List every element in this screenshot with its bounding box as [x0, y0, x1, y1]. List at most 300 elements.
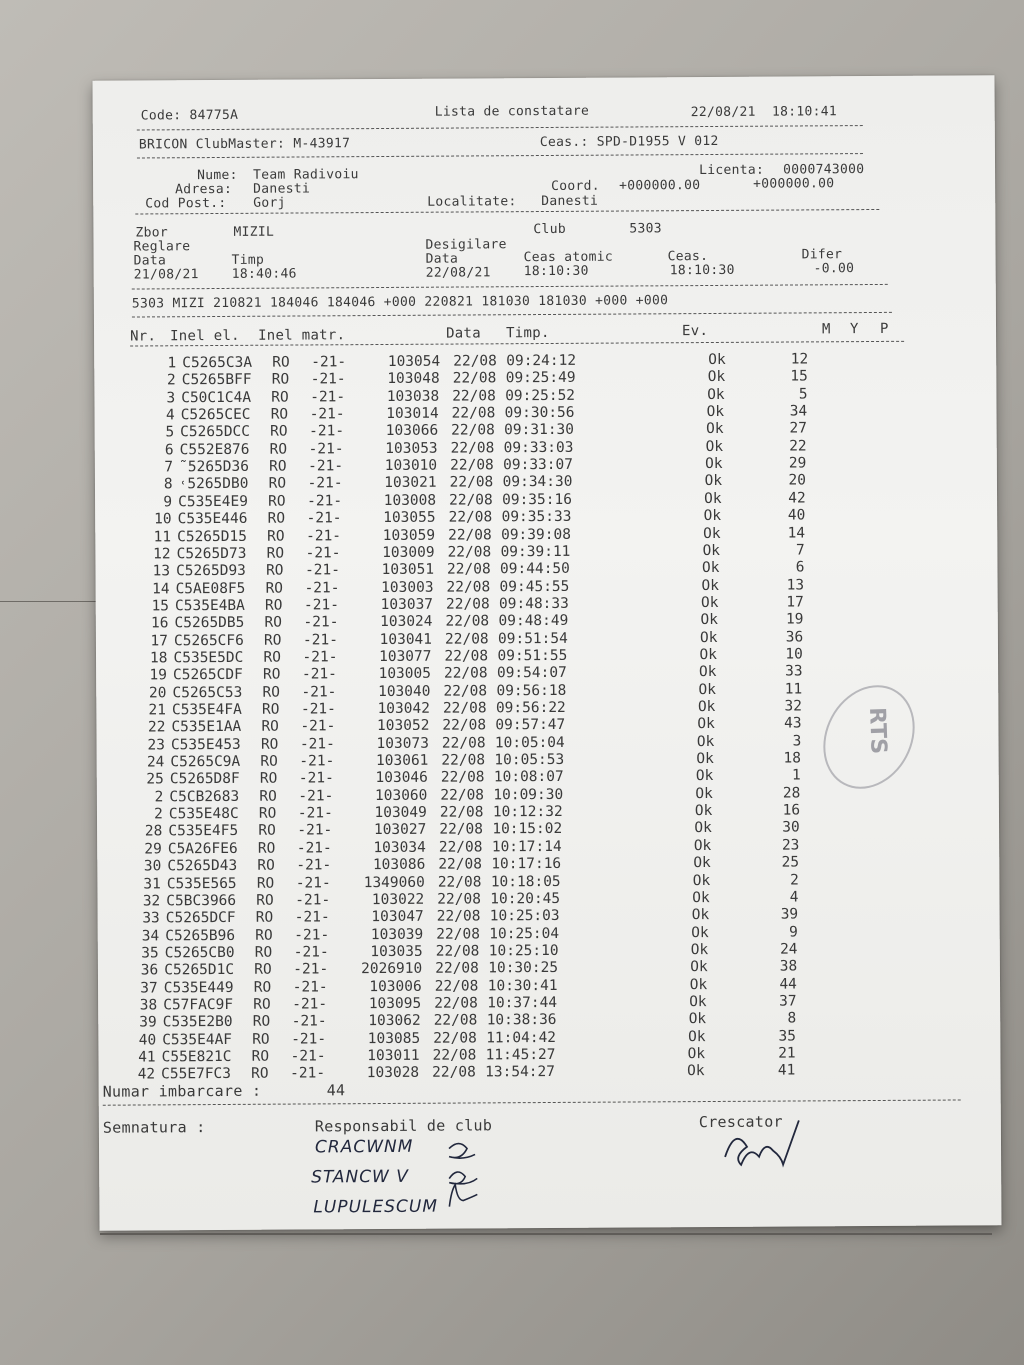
boarding-count: 44 [326, 1081, 346, 1100]
position: 24 [780, 941, 798, 958]
electronic-ring: C55E821C [161, 1048, 232, 1066]
desig-date-label: Data [425, 251, 459, 267]
event-status: Ok [689, 976, 708, 993]
position: 6 [795, 559, 805, 576]
ring-year: -21- [300, 718, 336, 735]
arrival-time: 10:17:14 [491, 838, 562, 856]
ring-number: 103059 [382, 527, 436, 544]
ring-number: 103066 [385, 423, 439, 440]
country-code: RO [257, 857, 275, 874]
row-number: 31 [143, 875, 161, 892]
row-number: 28 [144, 823, 163, 840]
electronic-ring: C5AE08F5 [175, 580, 246, 597]
arrival-date: 22/08 [438, 839, 483, 856]
arrival-date: 22/08 [453, 353, 497, 370]
col-timp: Timp. [505, 324, 550, 342]
country-code: RO [252, 1031, 270, 1048]
difer-label: Difer [801, 247, 843, 263]
arrival-date: 22/08 [444, 648, 489, 665]
country-code: RO [265, 580, 284, 597]
event-status: Ok [690, 959, 708, 976]
atomic-time: 18:10:30 [523, 263, 589, 280]
sheet-title: Lista de constatare [434, 103, 590, 120]
ring-number: 103085 [367, 1030, 421, 1047]
ring-year: -21- [292, 978, 328, 996]
country-code: RO [260, 736, 279, 753]
electronic-ring: C5265BFF [181, 372, 252, 389]
col-m: M [821, 321, 831, 338]
ring-year: -21- [307, 475, 343, 492]
ring-year: -21- [301, 683, 337, 701]
country-code: RO [258, 823, 276, 840]
stamp-text: RTS [864, 706, 891, 755]
col-y: Y [849, 321, 859, 338]
electronic-ring: C5BC3966 [166, 892, 237, 910]
ring-year: -21- [307, 493, 343, 510]
event-status: Ok [693, 837, 712, 854]
row-number: 35 [141, 945, 159, 962]
event-status: Ok [699, 646, 717, 664]
coord-label: Coord. [551, 178, 600, 194]
position: 10 [785, 646, 803, 663]
arrival-date: 22/08 [447, 544, 492, 561]
country-code: RO [263, 632, 282, 649]
event-status: Ok [695, 768, 714, 785]
license-label: Licenta: [699, 162, 765, 179]
arrival-time: 09:51:55 [497, 647, 568, 665]
ring-number: 103034 [373, 839, 426, 856]
postal-label: Cod Post.: [145, 195, 227, 212]
position: 3 [792, 733, 802, 750]
position: 20 [788, 472, 807, 489]
electronic-ring: C57FAC9F [163, 996, 234, 1014]
clock-time: 18:10:30 [669, 262, 735, 279]
arrival-time: 10:12:32 [492, 804, 563, 821]
arrival-date: 22/08 [437, 891, 481, 908]
electronic-ring: C5265C3A [182, 354, 253, 372]
atomic-label: Ceas atomic [523, 249, 614, 266]
arrival-time: 09:30:56 [504, 404, 575, 422]
ring-number: 103095 [368, 995, 422, 1013]
ring-year: -21- [290, 1048, 326, 1065]
position: 7 [795, 542, 805, 559]
electronic-ring: C535E2B0 [162, 1014, 233, 1031]
row-number: 20 [148, 684, 167, 702]
arrival-time: 09:31:30 [504, 422, 575, 439]
arrival-date: 22/08 [438, 856, 483, 873]
country-code: RO [261, 701, 280, 718]
col-inel-el: Inel el. [170, 327, 240, 345]
ring-number: 103005 [378, 666, 432, 683]
position: 8 [787, 1010, 797, 1027]
arrival-date: 22/08 [434, 995, 478, 1012]
divider [132, 284, 888, 290]
position: 16 [782, 802, 801, 819]
position: 4 [789, 889, 799, 906]
arrival-date: 22/08 [443, 683, 488, 700]
arrival-date: 22/08 [437, 873, 482, 891]
coord-lat: +000000.00 [619, 178, 701, 194]
event-status: Ok [698, 664, 717, 681]
country-code: RO [262, 666, 281, 684]
country-code: RO [270, 423, 288, 441]
position: 13 [786, 576, 805, 594]
row-number: 40 [138, 1032, 157, 1049]
paper-edge [100, 1233, 992, 1235]
ring-number: 103038 [386, 388, 440, 405]
electronic-ring: C55E7FC3 [161, 1066, 232, 1083]
divider [135, 209, 879, 215]
position: 21 [778, 1045, 796, 1062]
arrival-time: 09:39:11 [500, 543, 571, 561]
ring-number: 103006 [369, 978, 422, 995]
ring-number: 103035 [370, 943, 423, 960]
arrival-date: 22/08 [432, 1047, 477, 1064]
event-status: Ok [695, 785, 713, 802]
ring-year: -21- [295, 892, 331, 909]
ring-year: -21- [306, 510, 342, 527]
electronic-ring: C5265CDF [172, 667, 243, 684]
reglare-time: 18:40:46 [231, 266, 297, 282]
row-number: 23 [147, 737, 165, 754]
ring-year: -21- [291, 1030, 327, 1048]
country-code: RO [253, 979, 272, 996]
ring-number: 103028 [366, 1065, 420, 1082]
col-p: P [879, 320, 889, 337]
electronic-ring: C535E1AA [171, 719, 242, 736]
event-status: Ok [705, 438, 724, 455]
coord-lon: +000000.00 [753, 176, 835, 192]
ring-number: 103060 [374, 787, 428, 804]
position: 29 [788, 455, 807, 472]
position: 5 [798, 386, 808, 403]
position: 37 [779, 993, 797, 1010]
position: 27 [789, 420, 807, 437]
electronic-ring: C535E449 [163, 979, 234, 996]
position: 36 [785, 629, 804, 646]
locality-label: Localitate: [427, 194, 517, 210]
row-number: 17 [150, 632, 169, 650]
owner-name: Team Radivoiu [253, 167, 359, 183]
divider [132, 312, 892, 318]
ring-year: -21- [294, 909, 330, 926]
row-number: 24 [146, 754, 165, 771]
ring-year: -21- [309, 423, 345, 440]
country-code: RO [266, 545, 285, 562]
arrival-date: 22/08 [448, 526, 492, 544]
row-number: 41 [138, 1049, 156, 1066]
event-status: Ok [707, 369, 726, 386]
arrival-time: 09:56:22 [495, 699, 566, 717]
ring-number: 103022 [371, 891, 425, 908]
arrival-date: 22/08 [449, 492, 493, 509]
country-code: RO [260, 753, 278, 770]
reglare-label: Reglare [133, 239, 191, 255]
electronic-ring: ˓5265DB0 [178, 476, 249, 493]
electronic-ring: C535E4BA [174, 597, 245, 615]
ring-number: 103049 [374, 804, 427, 822]
arrival-time: 09:45:55 [499, 578, 570, 595]
divider [137, 153, 863, 158]
ring-year: -21- [293, 944, 329, 961]
electronic-ring: C5265DCF [165, 910, 236, 927]
arrival-date: 22/08 [443, 665, 488, 682]
position: 32 [784, 698, 802, 715]
event-status: Ok [698, 681, 716, 698]
country-code: RO [254, 961, 272, 979]
country-code: RO [263, 649, 281, 666]
arrival-time: 11:04:42 [486, 1029, 557, 1047]
arrival-time: 10:25:03 [489, 908, 560, 925]
arrival-time: 10:17:16 [491, 856, 562, 873]
arrival-date: 22/08 [433, 1012, 478, 1029]
reglare-date: 21/08/21 [133, 267, 199, 283]
signature-label: Semnatura : [102, 1118, 206, 1137]
row-number: 37 [140, 979, 158, 997]
position: 1 [791, 767, 801, 784]
electronic-ring: C535E4E9 [178, 493, 248, 511]
country-code: RO [264, 597, 283, 614]
country-code: RO [255, 909, 274, 926]
event-status: Ok [697, 698, 716, 716]
license-number: 0000743000 [783, 162, 865, 178]
arrival-time: 09:33:07 [503, 456, 574, 474]
row-number: 30 [143, 858, 162, 875]
ring-number: 103041 [379, 631, 433, 648]
arrival-time: 10:05:04 [494, 734, 565, 752]
arrival-time: 09:25:52 [505, 387, 576, 404]
electronic-ring: C535E453 [170, 736, 241, 753]
event-status: Ok [687, 1063, 705, 1080]
reglare-time-label: Timp [231, 252, 265, 268]
ring-number: 103046 [375, 770, 428, 787]
ring-number: 103055 [383, 509, 436, 527]
desigilare-label: Desigilare [425, 237, 507, 253]
country-code: RO [253, 996, 271, 1013]
results-sheet [92, 75, 1001, 1230]
ring-year: -21- [310, 371, 346, 388]
ring-number: 103008 [383, 492, 437, 509]
ring-number: 103086 [372, 856, 426, 874]
arrival-date: 22/08 [444, 630, 489, 648]
electronic-ring: C5265D15 [177, 528, 247, 545]
arrival-time: 09:56:18 [496, 682, 567, 699]
ring-year: -21- [303, 597, 339, 614]
event-status: Ok [689, 993, 707, 1011]
ring-number: 103027 [373, 822, 427, 839]
arrival-time: 09:51:54 [497, 630, 568, 647]
arrival-date: 22/08 [435, 943, 480, 960]
ring-year: -21- [299, 735, 335, 753]
ring-year: -21- [297, 805, 333, 822]
reglare-date-label: Data [133, 253, 167, 269]
electronic-ring: C5265B96 [165, 927, 236, 944]
arrival-date: 22/08 [436, 925, 480, 943]
arrival-date: 22/08 [445, 613, 490, 630]
divider [137, 125, 863, 130]
ring-number: 103053 [385, 440, 438, 457]
arrival-date: 22/08 [446, 578, 491, 596]
arrival-date: 22/08 [441, 752, 486, 769]
event-status: Ok [688, 1028, 706, 1045]
position: 43 [784, 715, 802, 732]
arrival-time: 09:54:07 [496, 665, 567, 682]
country-code: RO [259, 771, 278, 788]
arrival-date: 22/08 [435, 960, 479, 977]
arrival-time: 10:05:53 [494, 751, 565, 769]
position: 14 [787, 524, 806, 542]
electronic-ring: C50C1C4A [181, 389, 252, 406]
position: 15 [790, 368, 808, 385]
ring-number: 2026910 [361, 961, 423, 978]
event-status: Ok [688, 1011, 707, 1028]
country-code: RO [258, 805, 277, 822]
country-code: RO [270, 406, 289, 423]
arrival-time: 10:08:07 [493, 769, 564, 786]
ring-number: 1349060 [363, 874, 425, 891]
electronic-ring: C5265D1C [164, 962, 235, 979]
ring-number: 103009 [382, 544, 435, 561]
row-number: 1 [167, 355, 177, 372]
club-number: 5303 [629, 221, 662, 237]
signatory-1: CRACWNM [314, 1136, 414, 1158]
owner-postal: Gorj [253, 195, 286, 211]
arrival-time: 10:15:02 [492, 821, 563, 838]
position: 19 [785, 611, 804, 628]
arrival-date: 22/08 [439, 821, 484, 839]
position: 38 [779, 958, 798, 975]
event-status: Ok [692, 872, 711, 889]
row-number: 13 [152, 563, 171, 580]
arrival-date: 22/08 [450, 440, 495, 457]
col-data: Data [445, 325, 482, 342]
ring-year: -21- [300, 701, 336, 718]
ring-number: 103047 [371, 908, 424, 926]
ring-number: 103024 [380, 613, 433, 631]
row-number: 3 [166, 389, 176, 407]
country-code: RO [257, 840, 276, 857]
name-label: Nume: [197, 167, 238, 184]
ring-number: 103061 [375, 752, 429, 770]
row-number: 2 [166, 372, 176, 389]
arrival-date: 22/08 [439, 804, 484, 821]
row-number: 15 [151, 598, 170, 615]
event-status: Ok [704, 473, 723, 490]
desig-date: 22/08/21 [425, 265, 491, 281]
arrival-date: 22/08 [442, 717, 487, 734]
country-code: RO [272, 354, 290, 371]
ring-number: 103011 [367, 1047, 420, 1065]
row-number: 7 [164, 459, 174, 476]
arrival-time: 10:37:44 [487, 994, 558, 1012]
responsible-label: Responsabil de club [314, 1116, 493, 1136]
arrival-date: 22/08 [440, 769, 485, 787]
arrival-date: 22/08 [446, 561, 491, 578]
electronic-ring: C5265C53 [172, 684, 243, 701]
electronic-ring: C5265DB5 [174, 615, 245, 632]
electronic-ring: C5265CEC [180, 406, 251, 424]
col-nr: Nr. [130, 328, 157, 345]
country-code: RO [251, 1048, 270, 1065]
arrival-date: 22/08 [442, 700, 487, 717]
electronic-ring: C535E4FA [171, 701, 242, 719]
country-code: RO [269, 458, 287, 475]
electronic-ring: C535E4AF [162, 1031, 233, 1048]
electronic-ring: C5265DCC [180, 424, 251, 441]
ring-year: -21- [310, 388, 346, 406]
event-status: Ok [704, 490, 722, 507]
ring-year: -21- [304, 562, 341, 579]
position: 40 [787, 507, 806, 524]
row-number: 9 [163, 494, 173, 511]
event-status: Ok [703, 525, 721, 542]
position: 18 [783, 750, 802, 767]
position: 17 [786, 594, 804, 611]
country-code: RO [267, 528, 285, 545]
row-number: 2 [154, 806, 163, 823]
country-code: RO [269, 441, 288, 458]
position: 25 [781, 854, 800, 871]
owner-address: Danesti [253, 181, 311, 197]
event-status: Ok [691, 924, 709, 941]
event-status: Ok [694, 803, 713, 820]
arrival-time: 09:24:12 [506, 352, 577, 370]
event-status: Ok [705, 456, 723, 473]
ring-number: 103048 [387, 370, 440, 388]
ring-year: -21- [302, 631, 338, 649]
country-code: RO [268, 476, 287, 493]
ring-number: 103039 [370, 926, 424, 943]
arrival-time: 09:34:30 [502, 474, 573, 491]
arrival-time: 10:25:10 [488, 942, 559, 960]
country-code: RO [264, 614, 283, 631]
code-line: 5303 MIZI 210821 184046 184046 +000 220821 181030 181030 +000 +000 [131, 293, 669, 312]
arrival-date: 22/08 [451, 405, 496, 422]
event-status: Ok [702, 542, 721, 559]
event-status: Ok [699, 629, 718, 646]
ring-year: -21- [308, 458, 344, 475]
table-edge-shadow [0, 601, 108, 602]
arrival-time: 10:20:45 [490, 890, 561, 908]
club-system: BRICON ClubMaster: M-43917 [138, 136, 351, 153]
electronic-ring: C5CB2683 [169, 788, 240, 806]
country-code: RO [252, 1013, 271, 1031]
row-number: 11 [153, 528, 172, 545]
row-number: 8 [163, 476, 173, 493]
row-number: 21 [148, 702, 166, 719]
ring-number: 103073 [376, 735, 429, 752]
ring-number: 103051 [381, 561, 435, 579]
position: 30 [782, 819, 800, 837]
ring-year: -21- [295, 874, 331, 892]
col-ev: Ev. [681, 323, 709, 340]
difference: -0.00 [813, 261, 855, 277]
col-inel-matr: Inel matr. [258, 327, 346, 344]
event-status: Ok [708, 351, 726, 369]
event-status: Ok [700, 612, 719, 629]
row-number: 36 [140, 962, 159, 979]
position: 11 [784, 681, 803, 698]
row-number: 12 [153, 546, 171, 563]
ring-year: -21- [308, 440, 344, 458]
country-code: RO [265, 562, 284, 579]
breeder-signature [717, 1116, 817, 1177]
ring-year: -21- [296, 857, 332, 874]
handwritten-initials [429, 1129, 650, 1220]
arrival-date: 22/08 [452, 387, 496, 405]
event-status: Ok [701, 577, 720, 594]
arrival-time: 10:25:04 [489, 925, 560, 942]
